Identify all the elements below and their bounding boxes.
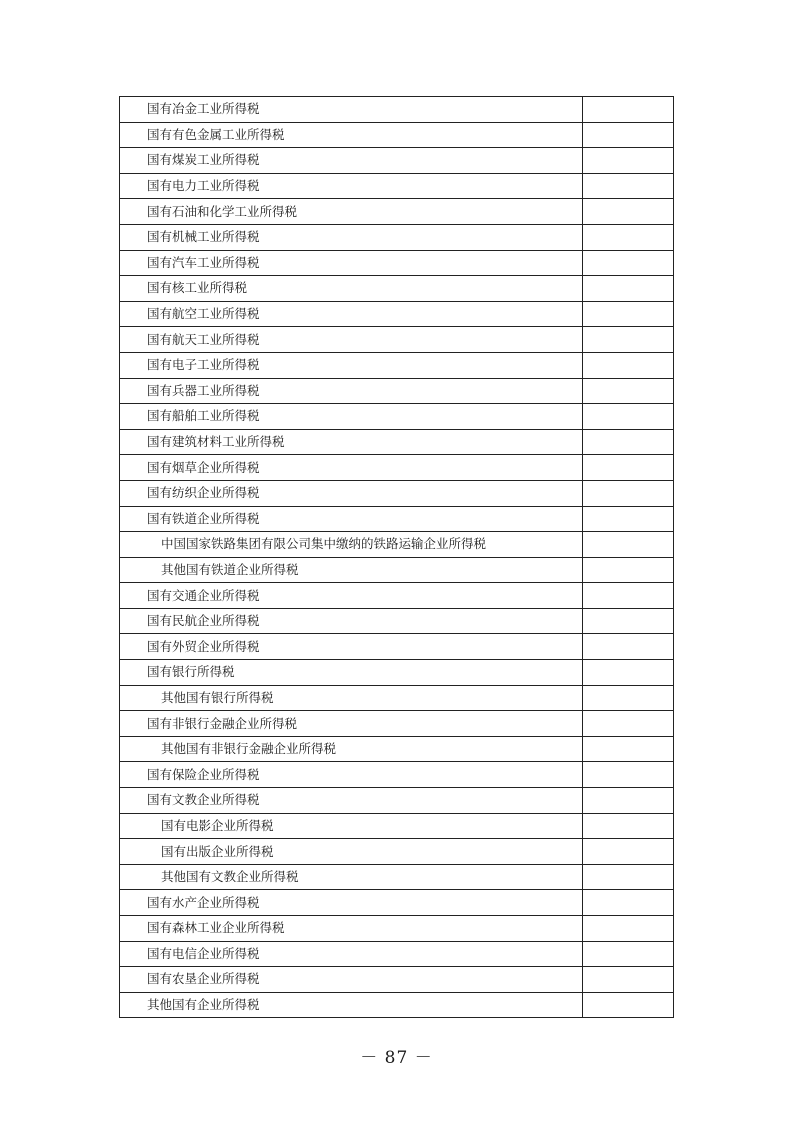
tax-item-value bbox=[583, 813, 674, 839]
tax-item-value bbox=[583, 97, 674, 123]
tax-item-value bbox=[583, 173, 674, 199]
tax-item-name: 国有建筑材料工业所得税 bbox=[120, 429, 583, 455]
tax-item-name: 国有民航企业所得税 bbox=[120, 608, 583, 634]
tax-item-name: 国有电子工业所得税 bbox=[120, 352, 583, 378]
table-row bbox=[120, 224, 674, 250]
tax-item-name: 中国国家铁路集团有限公司集中缴纳的铁路运输企业所得税 bbox=[120, 532, 583, 558]
table-row bbox=[120, 429, 674, 455]
page-number: － 87 － bbox=[360, 1048, 433, 1068]
tax-item-value bbox=[583, 685, 674, 711]
table-row bbox=[120, 557, 674, 583]
table-row bbox=[120, 148, 674, 174]
table-row bbox=[120, 967, 674, 993]
tax-item-name: 国有电力工业所得税 bbox=[120, 173, 583, 199]
tax-item-name: 国有电信企业所得税 bbox=[120, 941, 583, 967]
tax-item-value bbox=[583, 480, 674, 506]
tax-item-name: 国有森林工业企业所得税 bbox=[120, 916, 583, 942]
table-row bbox=[120, 327, 674, 353]
table-row bbox=[120, 97, 674, 123]
tax-item-name: 国有石油和化学工业所得税 bbox=[120, 199, 583, 225]
tax-item-name: 国有保险企业所得税 bbox=[120, 762, 583, 788]
tax-item-name: 国有烟草企业所得税 bbox=[120, 455, 583, 481]
tax-item-name: 其他国有非银行金融企业所得税 bbox=[120, 736, 583, 762]
table-row bbox=[120, 685, 674, 711]
tax-item-name: 国有核工业所得税 bbox=[120, 276, 583, 302]
tax-item-name: 国有水产企业所得税 bbox=[120, 890, 583, 916]
tax-item-value bbox=[583, 864, 674, 890]
tax-item-name: 国有电影企业所得税 bbox=[120, 813, 583, 839]
tax-item-value bbox=[583, 967, 674, 993]
table-row bbox=[120, 122, 674, 148]
tax-item-value bbox=[583, 608, 674, 634]
tax-item-name: 国有交通企业所得税 bbox=[120, 583, 583, 609]
table-row bbox=[120, 608, 674, 634]
table-row bbox=[120, 711, 674, 737]
tax-item-name: 其他国有铁道企业所得税 bbox=[120, 557, 583, 583]
table-row bbox=[120, 480, 674, 506]
tax-item-name: 其他国有企业所得税 bbox=[120, 992, 583, 1018]
table-row bbox=[120, 455, 674, 481]
tax-item-name: 国有银行所得税 bbox=[120, 660, 583, 686]
tax-item-value bbox=[583, 532, 674, 558]
table-row bbox=[120, 916, 674, 942]
tax-item-name: 其他国有文教企业所得税 bbox=[120, 864, 583, 890]
table-row bbox=[120, 941, 674, 967]
tax-items-table bbox=[119, 96, 674, 1018]
tax-item-value bbox=[583, 224, 674, 250]
tax-item-name: 国有外贸企业所得税 bbox=[120, 634, 583, 660]
tax-item-value bbox=[583, 890, 674, 916]
table-row bbox=[120, 864, 674, 890]
table-row bbox=[120, 506, 674, 532]
tax-item-name: 国有船舶工业所得税 bbox=[120, 404, 583, 430]
tax-item-value bbox=[583, 455, 674, 481]
tax-item-value bbox=[583, 557, 674, 583]
table-body bbox=[120, 97, 674, 1018]
tax-item-value bbox=[583, 250, 674, 276]
table-row bbox=[120, 736, 674, 762]
tax-item-name: 国有航天工业所得税 bbox=[120, 327, 583, 353]
tax-item-value bbox=[583, 941, 674, 967]
tax-item-value bbox=[583, 916, 674, 942]
table-row bbox=[120, 992, 674, 1018]
tax-item-name: 国有煤炭工业所得税 bbox=[120, 148, 583, 174]
table-row bbox=[120, 762, 674, 788]
table-row bbox=[120, 660, 674, 686]
tax-item-value bbox=[583, 583, 674, 609]
table-row bbox=[120, 813, 674, 839]
tax-item-name: 国有出版企业所得税 bbox=[120, 839, 583, 865]
tax-item-name: 国有纺织企业所得税 bbox=[120, 480, 583, 506]
tax-item-value bbox=[583, 506, 674, 532]
table-row bbox=[120, 890, 674, 916]
tax-item-value bbox=[583, 199, 674, 225]
tax-item-name: 国有文教企业所得税 bbox=[120, 788, 583, 814]
tax-item-value bbox=[583, 122, 674, 148]
tax-item-value bbox=[583, 788, 674, 814]
table-row bbox=[120, 378, 674, 404]
tax-item-name: 国有汽车工业所得税 bbox=[120, 250, 583, 276]
tax-item-value bbox=[583, 327, 674, 353]
tax-item-value bbox=[583, 660, 674, 686]
table-row bbox=[120, 250, 674, 276]
tax-item-name: 国有有色金属工业所得税 bbox=[120, 122, 583, 148]
tax-item-value bbox=[583, 404, 674, 430]
tax-item-value bbox=[583, 352, 674, 378]
tax-item-value bbox=[583, 276, 674, 302]
tax-item-name: 国有兵器工业所得税 bbox=[120, 378, 583, 404]
tax-item-value bbox=[583, 634, 674, 660]
tax-item-name: 国有机械工业所得税 bbox=[120, 224, 583, 250]
tax-item-value bbox=[583, 711, 674, 737]
table-row bbox=[120, 788, 674, 814]
table-row bbox=[120, 352, 674, 378]
table-row bbox=[120, 199, 674, 225]
tax-item-value bbox=[583, 429, 674, 455]
table-row bbox=[120, 634, 674, 660]
tax-item-value bbox=[583, 736, 674, 762]
tax-item-name: 国有铁道企业所得税 bbox=[120, 506, 583, 532]
tax-item-value bbox=[583, 762, 674, 788]
tax-item-name: 国有非银行金融企业所得税 bbox=[120, 711, 583, 737]
table-row bbox=[120, 532, 674, 558]
tax-item-name: 国有冶金工业所得税 bbox=[120, 97, 583, 123]
table-row bbox=[120, 301, 674, 327]
tax-item-value bbox=[583, 301, 674, 327]
tax-item-name: 其他国有银行所得税 bbox=[120, 685, 583, 711]
table-row bbox=[120, 404, 674, 430]
table-row bbox=[120, 173, 674, 199]
table-row bbox=[120, 583, 674, 609]
tax-item-value bbox=[583, 148, 674, 174]
tax-item-value bbox=[583, 992, 674, 1018]
table-row bbox=[120, 276, 674, 302]
tax-item-value bbox=[583, 378, 674, 404]
tax-item-value bbox=[583, 839, 674, 865]
tax-item-name: 国有航空工业所得税 bbox=[120, 301, 583, 327]
tax-item-name: 国有农垦企业所得税 bbox=[120, 967, 583, 993]
table-row bbox=[120, 839, 674, 865]
